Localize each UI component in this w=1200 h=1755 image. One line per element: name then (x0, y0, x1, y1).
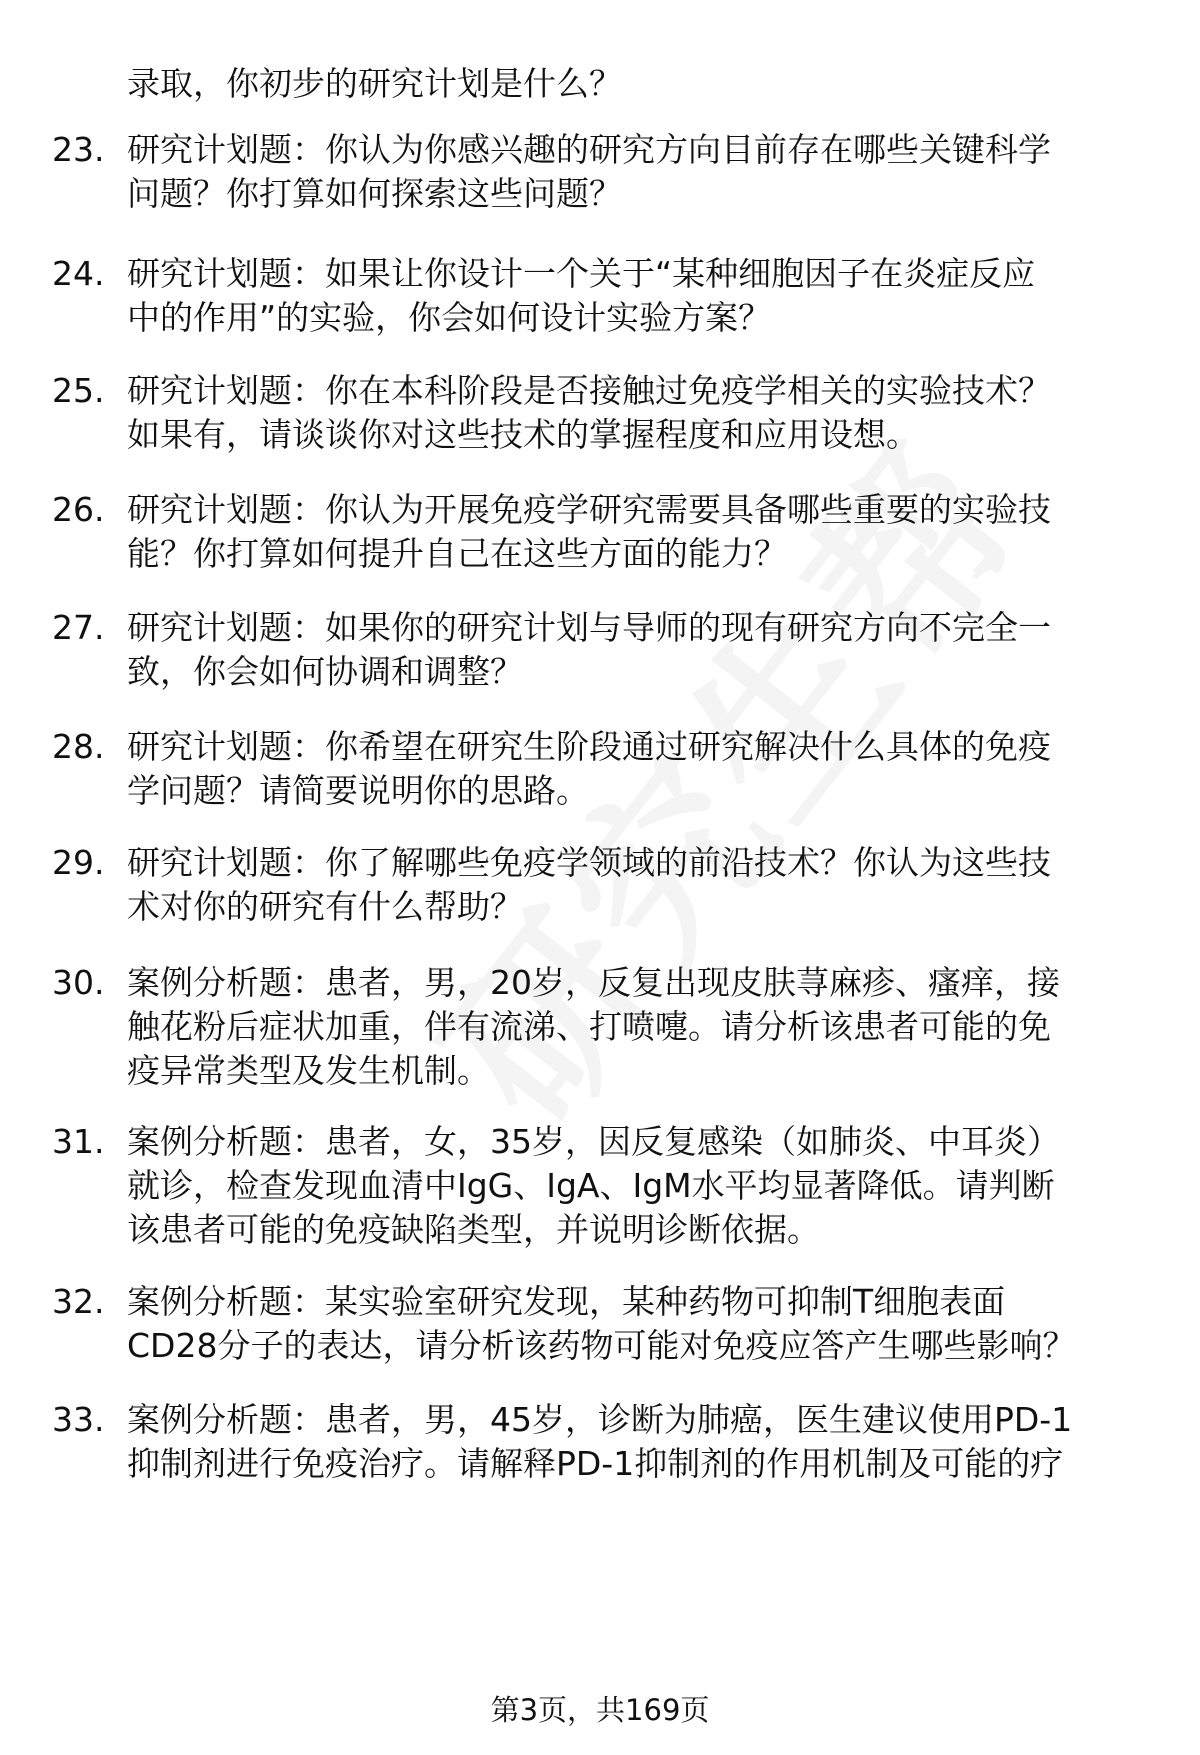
question-number: 26. (52, 490, 105, 529)
question-number: 28. (52, 727, 105, 766)
question-text: 案例分析题：患者，女，35岁，因反复感染（如肺炎、中耳炎） 就诊，检查发现血清中IgG、IgA、IgM水平均显著降低。请判断 该患者可能的免疫缺陷类型，并说明诊断依据。 (127, 1122, 1060, 1249)
question-number: 23. (52, 130, 105, 169)
question-text: 研究计划题：你认为开展免疫学研究需要具备哪些重要的实验技 能？你打算如何提升自己在这些方面的能力？ (127, 490, 1051, 573)
question-text: 案例分析题：某实验室研究发现，某种药物可抑制T细胞表面 CD28分子的表达，请分析该药物可能对免疫应答产生哪些影响？ (127, 1282, 1076, 1365)
continued-line: 录取，你初步的研究计划是什么？ (127, 64, 622, 103)
question-text: 案例分析题：患者，男，20岁，反复出现皮肤荨麻疹、瘙痒，接 触花粉后症状加重，伴有流涕、打喷嚏。请分析该患者可能的免 疫异常类型及发生机制。 (127, 963, 1060, 1090)
question-number: 27. (52, 608, 105, 647)
question-text: 研究计划题：你在本科阶段是否接触过免疫学相关的实验技术？ 如果有，请谈谈你对这些技术的掌握程度和应用设想。 (127, 371, 1051, 454)
question-number: 32. (52, 1282, 105, 1321)
question-text: 研究计划题：你了解哪些免疫学领域的前沿技术？你认为这些技 术对你的研究有什么帮助？ (127, 843, 1051, 926)
question-number: 25. (52, 371, 105, 410)
question-number: 33. (52, 1400, 105, 1439)
question-text: 研究计划题：如果让你设计一个关于“某种细胞因子在炎症反应 中的作用”的实验，你会如何设计实验方案？ (127, 254, 1036, 337)
question-text: 研究计划题：如果你的研究计划与导师的现有研究方向不完全一 致，你会如何协调和调整？ (127, 608, 1051, 691)
question-number: 31. (52, 1122, 105, 1161)
question-text: 研究计划题：你希望在研究生阶段通过研究解决什么具体的免疫 学问题？请简要说明你的思路。 (127, 727, 1051, 810)
question-text: 研究计划题：你认为你感兴趣的研究方向目前存在哪些关键科学 问题？你打算如何探索这些问题？ (127, 130, 1051, 213)
question-number: 29. (52, 843, 105, 882)
question-number: 24. (52, 254, 105, 293)
page-footer: 第3页，共169页 (490, 1693, 710, 1727)
question-text: 案例分析题：患者，男，45岁，诊断为肺癌，医生建议使用PD-1 抑制剂进行免疫治疗。请解释PD-1抑制剂的作用机制及可能的疗 (127, 1400, 1073, 1483)
question-number: 30. (52, 963, 105, 1002)
